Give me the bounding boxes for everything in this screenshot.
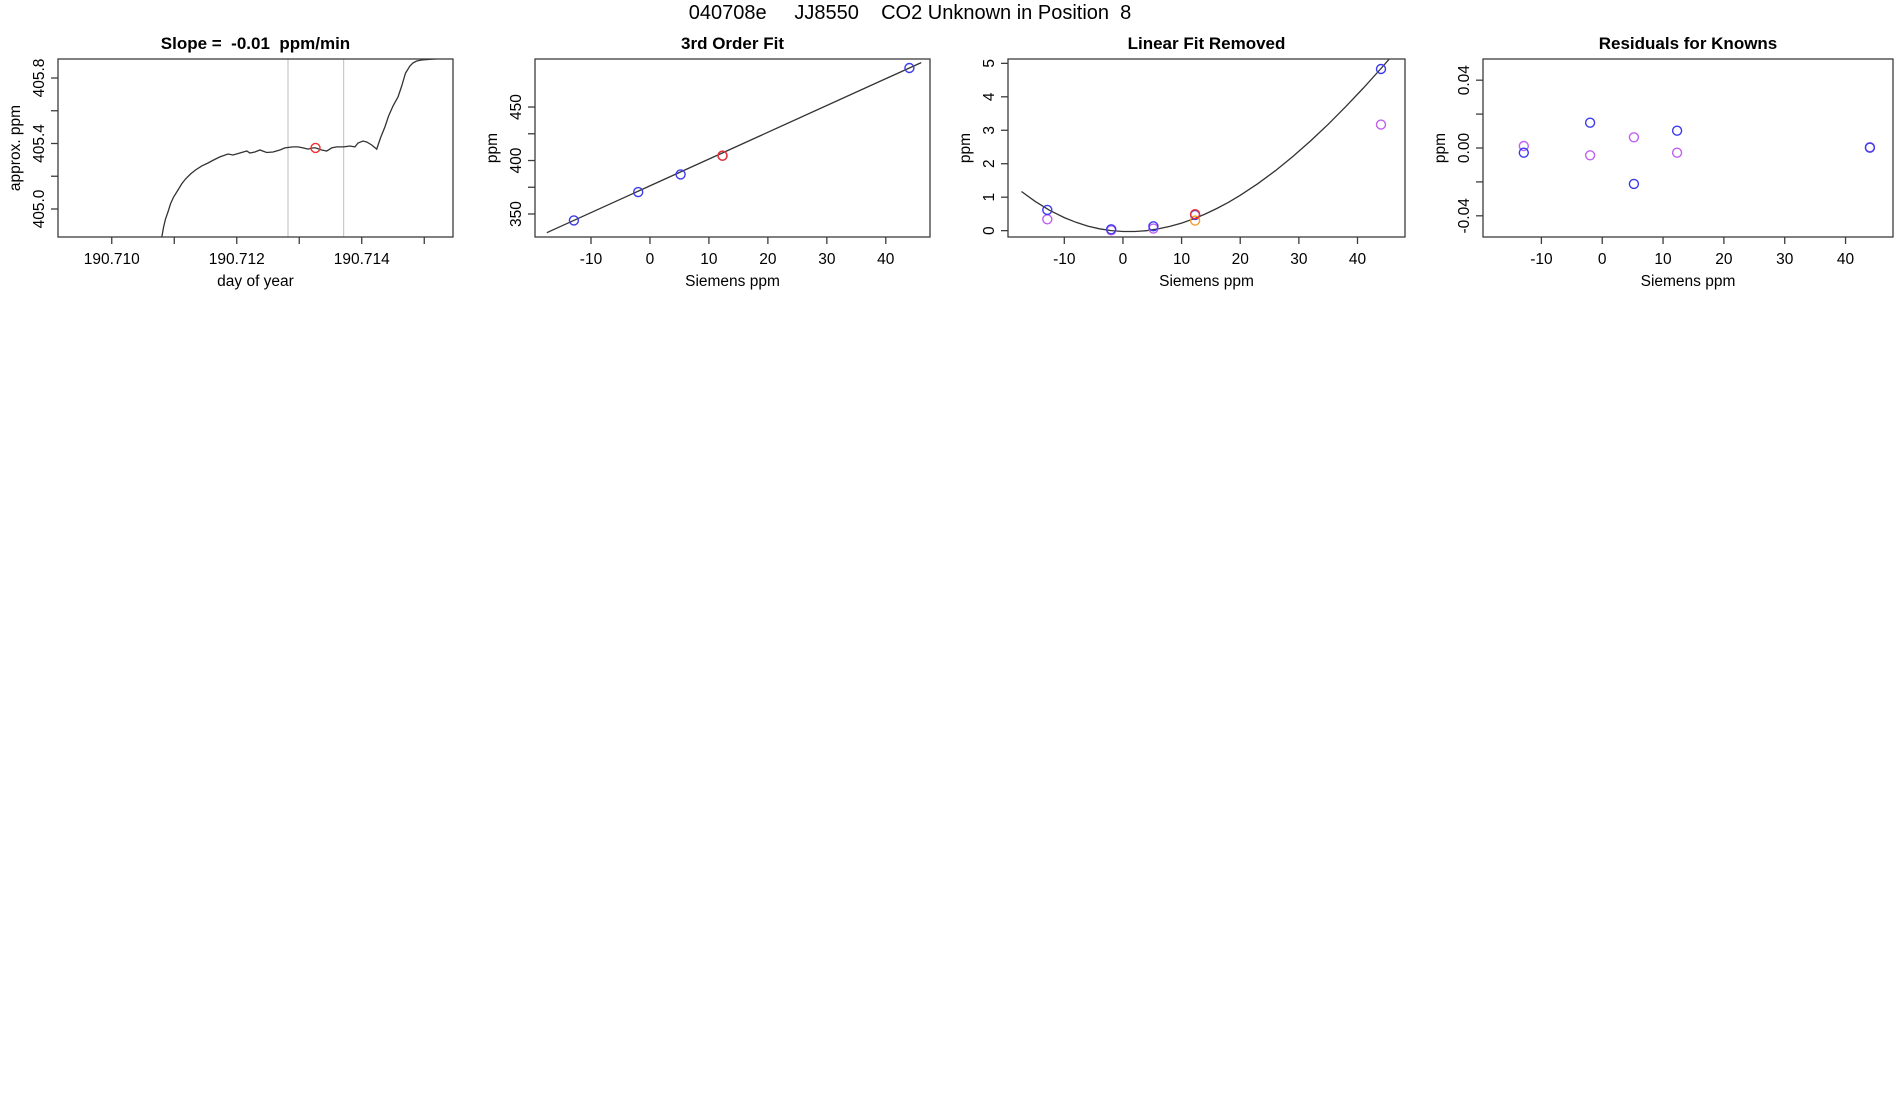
residuals-run2-point [1629, 179, 1638, 188]
x-tick-label: 20 [1231, 251, 1249, 268]
y-tick-label: 400 [508, 147, 525, 174]
plot-box [58, 59, 453, 237]
panel-title: Linear Fit Removed [1127, 34, 1286, 53]
knowns-run2-point [1043, 205, 1052, 214]
panel-title: Slope = -0.01 ppm/min [160, 34, 351, 53]
y-tick-label: 0.04 [1456, 65, 1473, 96]
y-axis-label: ppm [957, 132, 974, 164]
y-tick-label: 405.8 [31, 58, 48, 98]
knowns-run1-point [1043, 215, 1052, 224]
panel-title: Residuals for Knowns [1598, 34, 1778, 53]
plot-slope-timeseries [7, 34, 453, 290]
x-tick-label: 20 [759, 251, 777, 268]
x-tick-label: 20 [1715, 251, 1733, 268]
y-tick-label: 405.4 [31, 124, 48, 163]
y-axis-label: ppm [1432, 132, 1449, 164]
y-tick-label: 2 [981, 159, 998, 169]
residuals-run1-point [1629, 133, 1638, 142]
residuals-run2-point [1865, 143, 1874, 152]
plot-box [1483, 59, 1893, 237]
y-tick-label: 0 [981, 226, 998, 235]
x-axis-label: day of year [217, 273, 294, 290]
y-axis-label: ppm [484, 132, 501, 164]
plot-residuals-for-knowns [1432, 34, 1893, 290]
curvature-fit-line [1022, 48, 1399, 231]
x-tick-label: 30 [1776, 251, 1794, 268]
residuals-run2-point [1519, 148, 1528, 157]
residuals-run2-point [1673, 126, 1682, 135]
cubic-fit-line-line [547, 63, 921, 233]
y-tick-label: 5 [981, 59, 998, 68]
y-tick-label: 405.0 [31, 189, 48, 229]
co2-trace-line [162, 58, 453, 237]
x-tick-label: 190.714 [333, 251, 390, 268]
x-tick-label: -10 [1053, 251, 1076, 268]
x-tick-label: 190.710 [83, 251, 140, 268]
plot-linear-fit-removed [957, 34, 1405, 290]
x-tick-label: 40 [1348, 251, 1367, 268]
x-axis-label: Siemens ppm [685, 273, 780, 290]
x-tick-label: -10 [1530, 251, 1553, 268]
residuals-run1-point [1586, 151, 1595, 160]
y-tick-label: 4 [981, 92, 998, 102]
plot-box [1008, 59, 1405, 237]
residuals-run2-point [1586, 118, 1595, 127]
y-tick-label: 350 [508, 201, 525, 227]
y-axis-label: approx. ppm [7, 104, 24, 192]
x-tick-label: 10 [1172, 251, 1191, 268]
x-axis-label: Siemens ppm [1159, 273, 1254, 290]
x-tick-label: 40 [877, 251, 895, 268]
residuals-run1-point [1673, 148, 1682, 157]
x-tick-label: -10 [579, 251, 603, 268]
y-tick-label: 0.00 [1456, 132, 1473, 164]
x-tick-label: 10 [1654, 251, 1672, 268]
x-tick-label: 0 [1597, 251, 1607, 268]
x-tick-label: 10 [700, 251, 718, 268]
y-tick-label: 1 [981, 192, 998, 202]
plot-third-order-fit [484, 34, 930, 290]
y-tick-label: 450 [508, 94, 525, 120]
x-tick-label: 0 [645, 251, 655, 268]
y-tick-label: 3 [981, 125, 998, 135]
knowns-run1-point [1377, 120, 1386, 129]
x-tick-label: 30 [818, 251, 836, 268]
x-tick-label: 30 [1290, 251, 1308, 268]
x-tick-label: 190.712 [208, 251, 265, 268]
x-axis-label: Siemens ppm [1640, 273, 1736, 290]
x-tick-label: 40 [1836, 251, 1855, 268]
x-tick-label: 0 [1118, 251, 1128, 268]
y-tick-label: -0.04 [1456, 198, 1473, 234]
panel-title: 3rd Order Fit [681, 34, 784, 53]
figure-title: 040708e JJ8550 CO2 Unknown in Position 8 [688, 2, 1132, 24]
